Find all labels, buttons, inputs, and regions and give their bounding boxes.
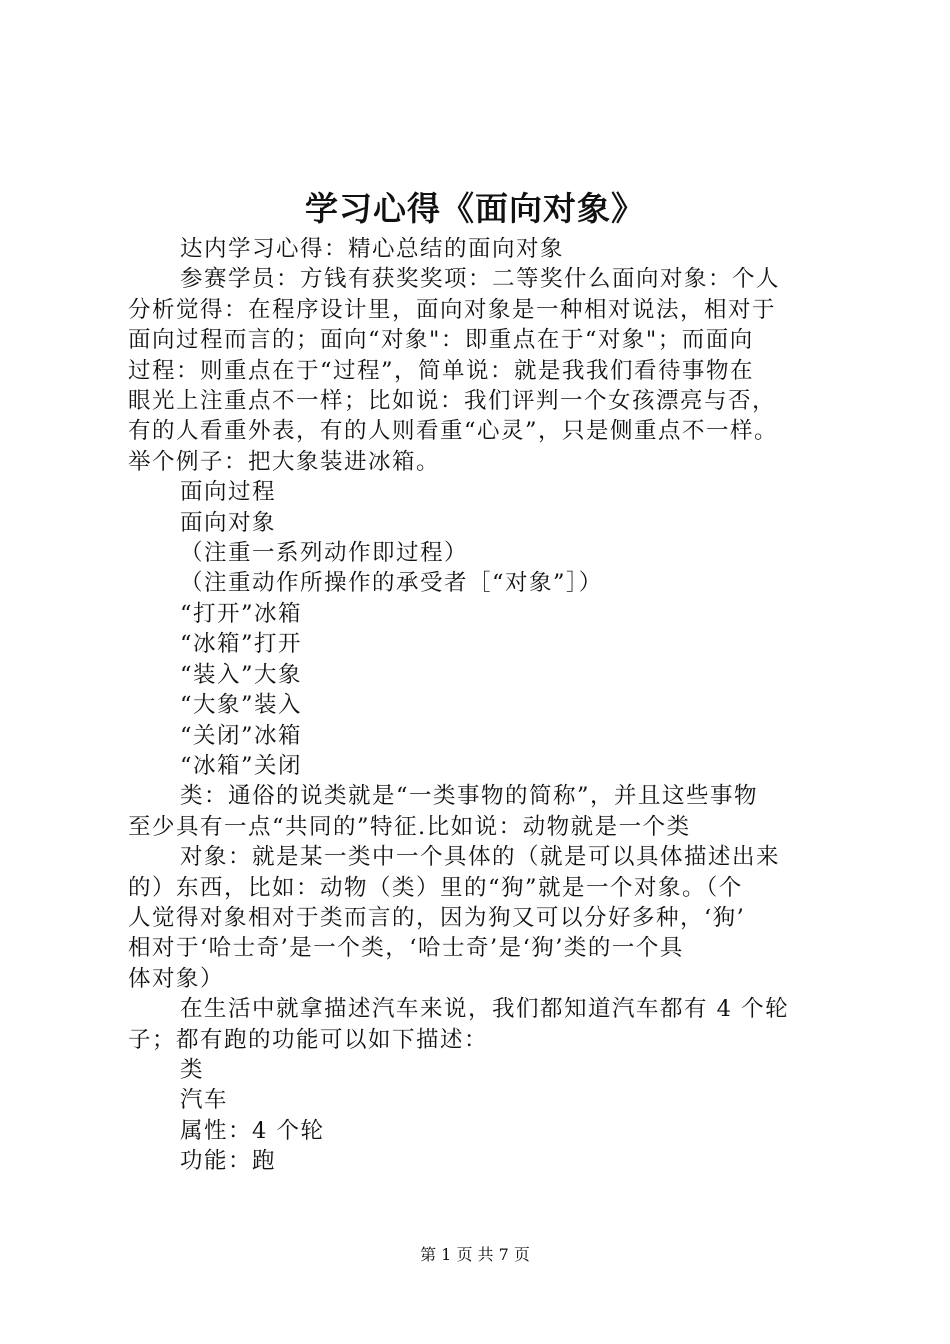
text-line: 面向过程	[180, 479, 277, 506]
text-line: 类：通俗的说类就是“一类事物的简称”，并且这些事物	[180, 783, 759, 810]
text-line: 分析觉得：在程序设计里，面向对象是一种相对说法，相对于	[128, 296, 777, 323]
page-footer: 第 1 页 共 7 页	[420, 1245, 530, 1264]
text-line: 眼光上注重点不一样；比如说：我们评判一个女孩漂亮与否，	[128, 388, 777, 415]
text-line: 的）东西，比如：动物（类）里的“狗”就是一个对象。（个	[128, 874, 743, 901]
text-line: 子；都有跑的功能可以如下描述：	[128, 1026, 489, 1053]
text-line: 过程：则重点在于“过程”，简单说：就是我我们看待事物在	[128, 357, 755, 384]
text-line: 在生活中就拿描述汽车来说，我们都知道汽车都有 4 个轮	[180, 996, 790, 1023]
text-line: 类	[180, 1056, 205, 1083]
text-line: 功能：跑	[180, 1148, 277, 1175]
text-line: “打开”冰箱	[180, 600, 303, 627]
text-line: 属性：4 个轮	[180, 1117, 325, 1144]
text-line: 相对于‘哈士奇’是一个类，‘哈士奇’是‘狗’类的一个具	[128, 935, 684, 962]
text-line: 面向过程而言的；面向“对象"：即重点在于“对象"；而面向	[128, 327, 754, 354]
document-body	[128, 234, 834, 1177]
text-line: 举个例子：把大象装进冰箱。	[128, 448, 441, 475]
text-line: 参赛学员：方钱有获奖奖项：二等奖什么面向对象：个人	[180, 266, 781, 293]
text-line: 体对象）	[128, 965, 225, 992]
text-line: 对象：就是某一类中一个具体的（就是可以具体描述出来	[180, 844, 781, 871]
document-title: 学习心得《面向对象》	[305, 189, 645, 228]
text-line: （注重动作所操作的承受者［“对象”］）	[180, 570, 603, 597]
text-line: “装入”大象	[180, 661, 303, 688]
text-line: 人觉得对象相对于类而言的，因为狗又可以分好多种，‘狗’	[128, 904, 746, 931]
text-line: 达内学习心得：精心总结的面向对象	[180, 236, 565, 262]
text-line: “关闭”冰箱	[180, 722, 303, 749]
text-line: 至少具有一点“共同的”特征.比如说：动物就是一个类	[128, 813, 691, 840]
text-line: “大象”装入	[180, 692, 303, 719]
text-line: 有的人看重外表，有的人则看重“心灵”，只是侧重点不一样。	[128, 418, 779, 445]
text-line: 面向对象	[180, 509, 277, 536]
text-line: 汽车	[180, 1087, 229, 1114]
text-line: “冰箱”打开	[180, 631, 303, 658]
text-line: （注重一系列动作即过程）	[180, 540, 469, 567]
text-line: “冰箱”关闭	[180, 752, 303, 779]
